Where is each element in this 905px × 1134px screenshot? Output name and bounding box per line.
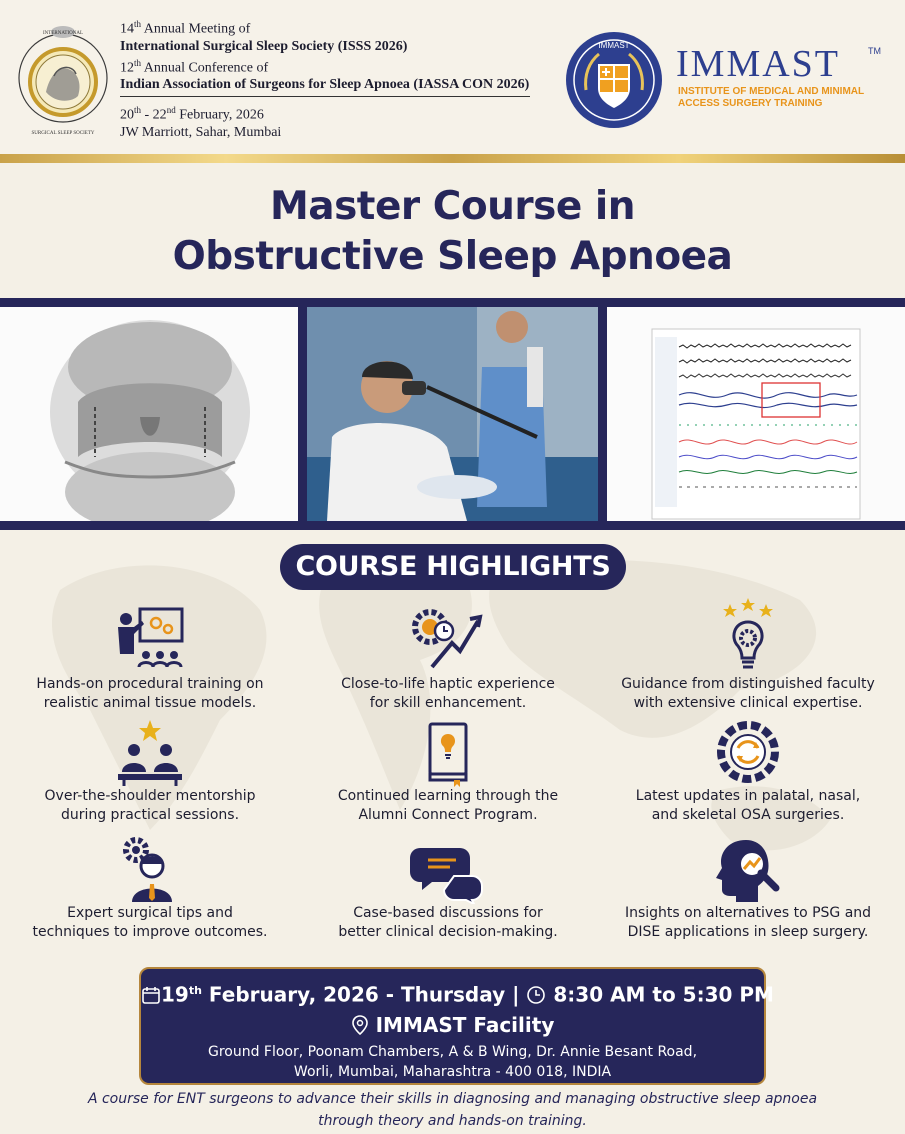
event-details <box>120 16 540 141</box>
polysomnography-chart <box>607 307 905 521</box>
highlight-text: Expert surgical tips and techniques to improve outcomes. <box>32 905 268 940</box>
schedule-box <box>139 967 774 1085</box>
highlight-item <box>0 605 300 713</box>
discussion-chat-icon <box>408 840 488 904</box>
book-lightbulb-icon <box>408 720 488 787</box>
gold-divider <box>0 154 905 163</box>
surgery-photo <box>307 307 598 521</box>
highlight-item <box>598 720 898 825</box>
mentorship-star-icon <box>110 720 190 787</box>
trainer-presentation-icon <box>110 605 190 675</box>
highlight-item <box>598 836 898 942</box>
highlight-item <box>298 720 598 825</box>
expert-gear-person-icon <box>110 836 190 904</box>
svg-text:SURGICAL SLEEP SOCIETY: SURGICAL SLEEP SOCIETY <box>31 131 95 136</box>
conference-line: 12th Annual Conference of <box>120 57 269 76</box>
highlight-text: Hands-on procedural training on realistic animal tissue models. <box>36 676 264 711</box>
date-time: 19th February, 2026 - Thursday | 8:30 AM to 5:30 PM <box>141 978 764 1008</box>
highlight-text: Insights on alternatives to PSG and DISE applications in sleep surgery. <box>624 905 872 940</box>
facility-address: Ground Floor, Poonam Chambers, A & B Wing, Dr. Annie Besant Road, Worli, Mumbai, Maharashtra - 400 018, INDIA <box>207 1043 698 1080</box>
head-magnifier-icon <box>708 836 788 904</box>
stars-lightbulb-icon <box>708 598 788 675</box>
highlight-item <box>0 836 300 942</box>
immast-emblem-logo <box>564 30 664 130</box>
highlight-item <box>598 598 898 713</box>
highlight-text: Over-the-shoulder mentorship during practical sessions. <box>44 788 256 823</box>
highlight-item <box>298 605 598 713</box>
svg-text:IMMAST: IMMAST <box>598 41 630 50</box>
event-dates: 20th - 22nd February, 2026 <box>120 105 264 123</box>
course-description: A course for ENT surgeons to advance their skills in diagnosing and managing obstructive sleep apnoea through theory and hands-on training. <box>87 1091 818 1129</box>
event-venue: JW Marriott, Sahar, Mumbai <box>120 124 282 140</box>
trademark: TM <box>868 46 881 56</box>
meeting-name: International Surgical Sleep Society (ISSS 2026) <box>120 38 408 54</box>
header <box>0 0 905 155</box>
highlight-text: Latest updates in palatal, nasal, and skeletal OSA surgeries. <box>635 788 861 823</box>
isss-seal-logo <box>16 14 111 142</box>
calendar-icon <box>141 985 161 1005</box>
course-highlights-heading: COURSE HIGHLIGHTS <box>280 544 626 590</box>
highlight-text: Case-based discussions for better clinical decision-making. <box>338 905 558 940</box>
highlight-text: Continued learning through the Alumni Connect Program. <box>337 788 559 823</box>
highlight-text: Close-to-life haptic experience for skill enhancement. <box>341 676 555 711</box>
gear-clock-growth-icon <box>408 605 488 675</box>
facility-name: IMMAST Facility <box>141 1012 764 1038</box>
highlight-item <box>298 840 598 942</box>
highlight-item <box>0 720 300 825</box>
page-title: Master Course in Obstructive Sleep Apnoea <box>172 184 733 279</box>
clock-icon <box>526 985 546 1005</box>
palate-illustration <box>0 307 298 521</box>
image-strip <box>0 298 905 530</box>
highlight-text: Guidance from distinguished faculty with extensive clinical expertise. <box>621 676 875 711</box>
refresh-cycle-icon <box>708 720 788 787</box>
brand-name: IMMAST <box>676 43 841 85</box>
svg-text:INTERNATIONAL: INTERNATIONAL <box>43 31 83 36</box>
conference-name: Indian Association of Surgeons for Sleep Apnoea (IASSA CON 2026) <box>120 77 530 93</box>
brand-subtitle: INSTITUTE OF MEDICAL AND MINIMAL ACCESS SURGERY TRAINING <box>678 86 865 109</box>
meeting-line: 14th Annual Meeting of <box>120 19 251 37</box>
divider <box>120 96 530 97</box>
location-pin-icon <box>351 1015 369 1035</box>
